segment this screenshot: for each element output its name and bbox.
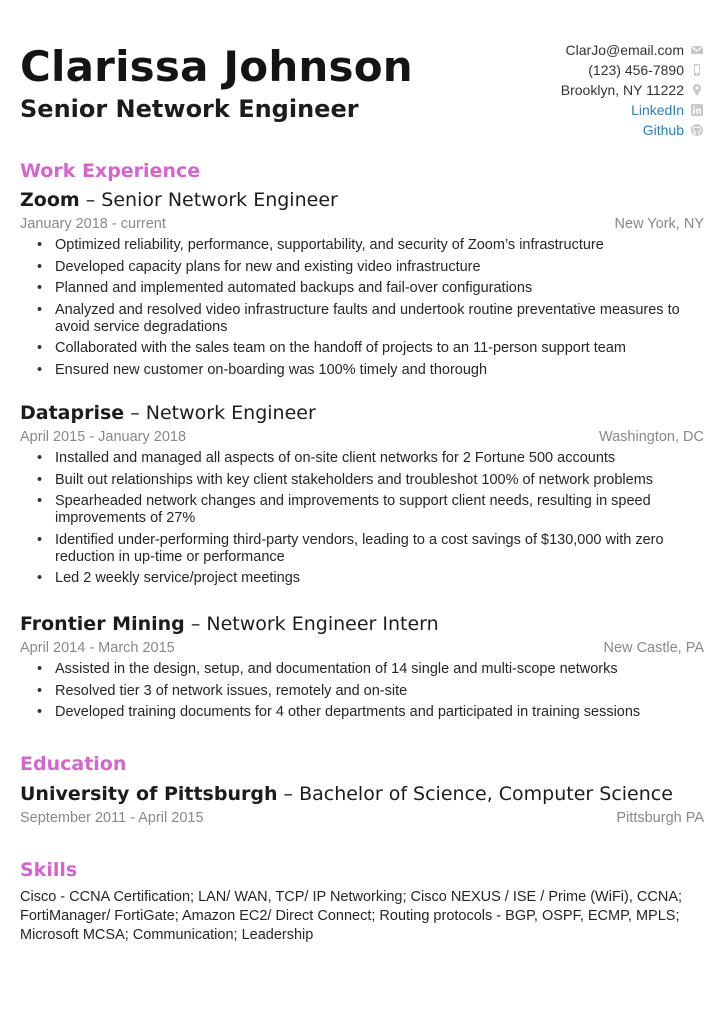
education-location: Pittsburgh PA	[616, 810, 704, 826]
job-bullets	[36, 661, 704, 726]
phone-icon	[690, 63, 704, 77]
job-separator: –	[130, 402, 146, 424]
location-icon	[690, 83, 704, 97]
job-bullet: • Identified under-performing third-party vendors, leading to a cost savings of $130,000 with zero reduction in up-time or performance	[36, 532, 704, 566]
education-separator: –	[283, 783, 300, 805]
job-bullet: • Spearheaded network changes and improvements to support client needs, resulting in speed improvements of 27%	[36, 493, 704, 527]
job-bullet: • Assisted in the design, setup, and documentation of 14 single and multi-scope networks	[36, 661, 704, 678]
job-bullet: • Resolved tier 3 of network issues, remotely and on-site	[36, 683, 704, 700]
job-dates: April 2015 - January 2018	[20, 429, 187, 445]
contact-phone[interactable]	[561, 60, 704, 80]
linkedin-icon	[690, 103, 704, 117]
job-bullet: • Ensured new customer on-boarding was 100% timely and thorough	[36, 362, 704, 379]
email-icon	[690, 43, 704, 57]
skills-heading: Skills	[20, 859, 78, 881]
linkedin-link[interactable]: LinkedIn	[631, 102, 684, 118]
job-separator: –	[190, 613, 207, 635]
job-heading	[20, 189, 338, 211]
contact-location-text: Brooklyn, NY 11222	[560, 82, 684, 98]
education-dates: September 2011 - April 2015	[20, 810, 204, 826]
job-company: Frontier Mining	[20, 613, 185, 635]
job-role: Network Engineer	[145, 402, 316, 424]
github-icon	[690, 123, 704, 137]
candidate-title: Senior Network Engineer	[20, 95, 359, 123]
github-link[interactable]: Github	[642, 122, 684, 138]
job-bullet: • Built out relationships with key client stakeholders and troubleshot 100% of network problems	[36, 472, 704, 489]
job-company: Dataprise	[20, 402, 125, 424]
job-location: Washington, DC	[598, 429, 704, 445]
contact-linkedin[interactable]	[561, 100, 704, 120]
job-bullet: • Led 2 weekly service/project meetings	[36, 570, 704, 587]
job-bullet: • Planned and implemented automated backups and fail-over configurations	[36, 280, 704, 297]
job-bullet: • Optimized reliability, performance, supportability, and security of Zoom’s infrastructure	[36, 237, 704, 254]
contact-email-text: ClarJo@email.com	[565, 42, 684, 58]
job-location: New Castle, PA	[603, 640, 704, 656]
job-role: Network Engineer Intern	[206, 613, 439, 635]
contact-github[interactable]	[561, 120, 704, 140]
job-bullets	[36, 237, 704, 384]
job-company: Zoom	[20, 189, 80, 211]
job-meta	[20, 640, 704, 656]
job-bullet: • Collaborated with the sales team on the handoff of projects to an 11-person support team	[36, 340, 704, 357]
job-bullet: • Installed and managed all aspects of on-site client networks for 2 Fortune 500 accounts	[36, 450, 704, 467]
education-degree: Bachelor of Science, Computer Science	[299, 783, 673, 805]
job-separator: –	[85, 189, 102, 211]
job-heading	[20, 402, 316, 424]
job-role: Senior Network Engineer	[101, 189, 338, 211]
contact-block	[561, 40, 704, 140]
job-meta	[20, 429, 704, 445]
job-bullets	[36, 450, 704, 592]
job-bullet: • Analyzed and resolved video infrastructure faults and undertook routine preventative measures to avoid service degradations	[36, 302, 704, 336]
job-location: New York, NY	[614, 216, 704, 232]
job-bullet: • Developed capacity plans for new and existing video infrastructure	[36, 259, 704, 276]
education-heading: Education	[20, 753, 127, 775]
skills-text: Cisco - CCNA Certification; LAN/ WAN, TCP/ IP Networking; Cisco NEXUS / ISE / Prime (WiFi), CCNA; FortiManager/ FortiGate; Amazon EC2/ Direct Connect; Routing protocols - BGP, OSPF, ECMP, MPLS; Microsoft MCSA; Communication; Leadership	[20, 889, 683, 943]
education-school: University of Pittsburgh	[20, 783, 278, 805]
contact-phone-text: (123) 456-7890	[588, 62, 684, 78]
job-dates: April 2014 - March 2015	[20, 640, 175, 656]
job-meta	[20, 216, 704, 232]
job-heading	[20, 613, 439, 635]
contact-location	[561, 80, 704, 100]
education-heading-line	[20, 783, 673, 805]
job-dates: January 2018 - current	[20, 216, 166, 232]
work-experience-heading: Work Experience	[20, 160, 201, 182]
job-bullet: • Developed training documents for 4 other departments and participated in training sessions	[36, 704, 704, 721]
candidate-name: Clarissa Johnson	[20, 42, 413, 91]
contact-email[interactable]	[561, 40, 704, 60]
education-meta	[20, 810, 704, 826]
